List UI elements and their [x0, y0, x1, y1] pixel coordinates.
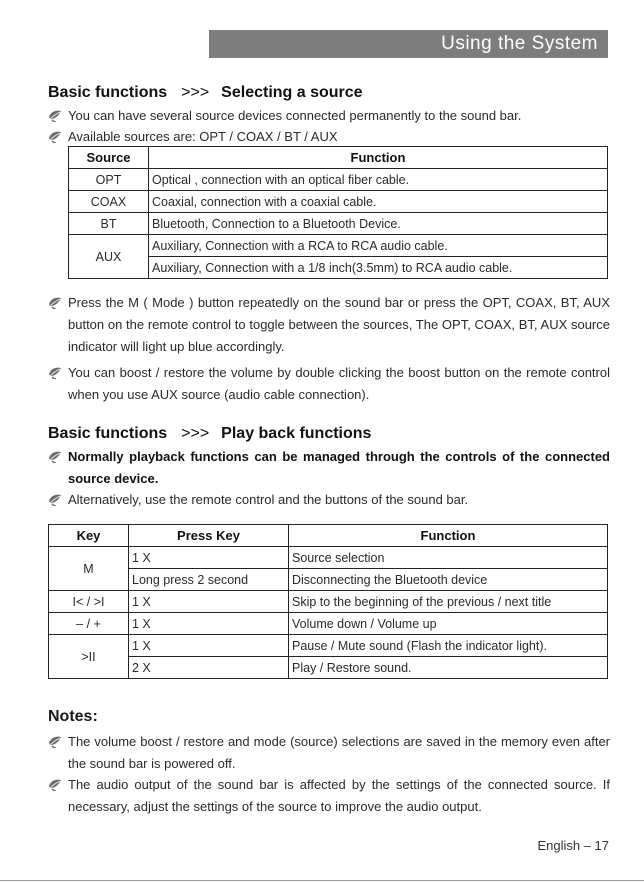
bullet-item — [48, 126, 610, 148]
table-cell-source: BT — [69, 213, 149, 235]
table-cell-press: Long press 2 second — [129, 569, 289, 591]
table-cell-source: OPT — [69, 169, 149, 191]
table-header-function: Function — [289, 525, 608, 547]
page-header-bar — [209, 30, 608, 58]
leaf-bullet-icon — [48, 451, 62, 463]
table-row — [69, 169, 608, 191]
table-cell-press: 1 X — [129, 635, 289, 657]
table-header-key: Key — [49, 525, 129, 547]
table-row — [49, 635, 608, 657]
table-cell-key: – / + — [49, 613, 129, 635]
leaf-bullet-icon — [48, 779, 62, 791]
leaf-bullet-icon — [48, 494, 62, 506]
table-header-row — [69, 147, 608, 169]
leaf-bullet-icon — [48, 131, 62, 143]
table-row — [49, 547, 608, 569]
table-header-press-key: Press Key — [129, 525, 289, 547]
table-cell-function: Disconnecting the Bluetooth device — [289, 569, 608, 591]
bullet-item — [48, 774, 610, 818]
table-cell-key: M — [49, 547, 129, 591]
table-cell-function: Skip to the beginning of the previous / next title — [289, 591, 608, 613]
table-row — [49, 591, 608, 613]
bullet-text: Available sources are: OPT / COAX / BT / AUX — [68, 129, 338, 144]
table-header-source: Source — [69, 147, 149, 169]
leaf-bullet-icon — [48, 110, 62, 122]
table-cell-function: Source selection — [289, 547, 608, 569]
table-cell-press: 1 X — [129, 547, 289, 569]
bullet-text: Alternatively, use the remote control and the buttons of the sound bar. — [68, 492, 469, 507]
section-title-text: Basic functions — [48, 425, 168, 442]
table-cell-function: Volume down / Volume up — [289, 613, 608, 635]
page-footer: English – 17 — [537, 838, 609, 853]
playback-key-table — [48, 524, 608, 679]
table-row — [69, 213, 608, 235]
section-separator: >>> — [181, 425, 210, 442]
section-title-selecting-source — [48, 84, 363, 102]
table-row — [69, 257, 608, 279]
table-cell-key: >II — [49, 635, 129, 679]
table-header-function: Function — [149, 147, 608, 169]
table-cell-function: Auxiliary, Connection with a RCA to RCA audio cable. — [149, 235, 608, 257]
section-title-playback — [48, 425, 371, 443]
section-title-text: Basic functions — [48, 84, 168, 101]
bullet-text: Normally playback functions can be managed through the controls of the connected source device. — [68, 449, 610, 486]
bullet-item — [48, 362, 610, 406]
bullet-text: The volume boost / restore and mode (source) selections are saved in the memory even after the sound bar is powered off. — [68, 734, 610, 771]
table-cell-function: Coaxial, connection with a coaxial cable. — [149, 191, 608, 213]
leaf-bullet-icon — [48, 367, 62, 379]
table-cell-key: I< / >I — [49, 591, 129, 613]
page-header-title: Using the System — [441, 33, 598, 54]
bullet-text: The audio output of the sound bar is affected by the settings of the connected source. If necessary, adjust the settings of the source to improve the audio output. — [68, 777, 610, 814]
table-cell-function: Optical , connection with an optical fiber cable. — [149, 169, 608, 191]
bullet-item — [48, 105, 610, 127]
bullet-item — [48, 446, 610, 490]
table-cell-source: AUX — [69, 235, 149, 279]
section-subtitle: Play back functions — [221, 425, 372, 442]
table-header-row — [49, 525, 608, 547]
bullet-item — [48, 731, 610, 775]
leaf-bullet-icon — [48, 736, 62, 748]
section-separator: >>> — [181, 84, 210, 101]
bottom-divider — [0, 880, 644, 881]
table-cell-press: 2 X — [129, 657, 289, 679]
table-cell-function: Bluetooth, Connection to a Bluetooth Device. — [149, 213, 608, 235]
bullet-item — [48, 292, 610, 358]
table-cell-function: Auxiliary, Connection with a 1/8 inch(3.5mm) to RCA audio cable. — [149, 257, 608, 279]
notes-title: Notes: — [48, 708, 98, 725]
table-row — [49, 569, 608, 591]
section-subtitle: Selecting a source — [221, 84, 363, 101]
table-row — [69, 191, 608, 213]
table-cell-function: Play / Restore sound. — [289, 657, 608, 679]
table-cell-source: COAX — [69, 191, 149, 213]
table-row — [69, 235, 608, 257]
table-row — [49, 657, 608, 679]
bullet-text: You can boost / restore the volume by double clicking the boost button on the remote control when you use AUX source (audio cable connection). — [68, 365, 610, 402]
bullet-item — [48, 489, 610, 511]
source-table — [68, 146, 608, 279]
table-cell-press: 1 X — [129, 591, 289, 613]
table-cell-function: Pause / Mute sound (Flash the indicator light). — [289, 635, 608, 657]
bullet-text: Press the M ( Mode ) button repeatedly on the sound bar or press the OPT, COAX, BT, AUX button on the remote control to toggle between the sources, The OPT, COAX, BT, AUX source indicator will light up blue accordingly. — [68, 295, 610, 354]
table-cell-press: 1 X — [129, 613, 289, 635]
table-row — [49, 613, 608, 635]
leaf-bullet-icon — [48, 297, 62, 309]
bullet-text: You can have several source devices connected permanently to the sound bar. — [68, 108, 522, 123]
